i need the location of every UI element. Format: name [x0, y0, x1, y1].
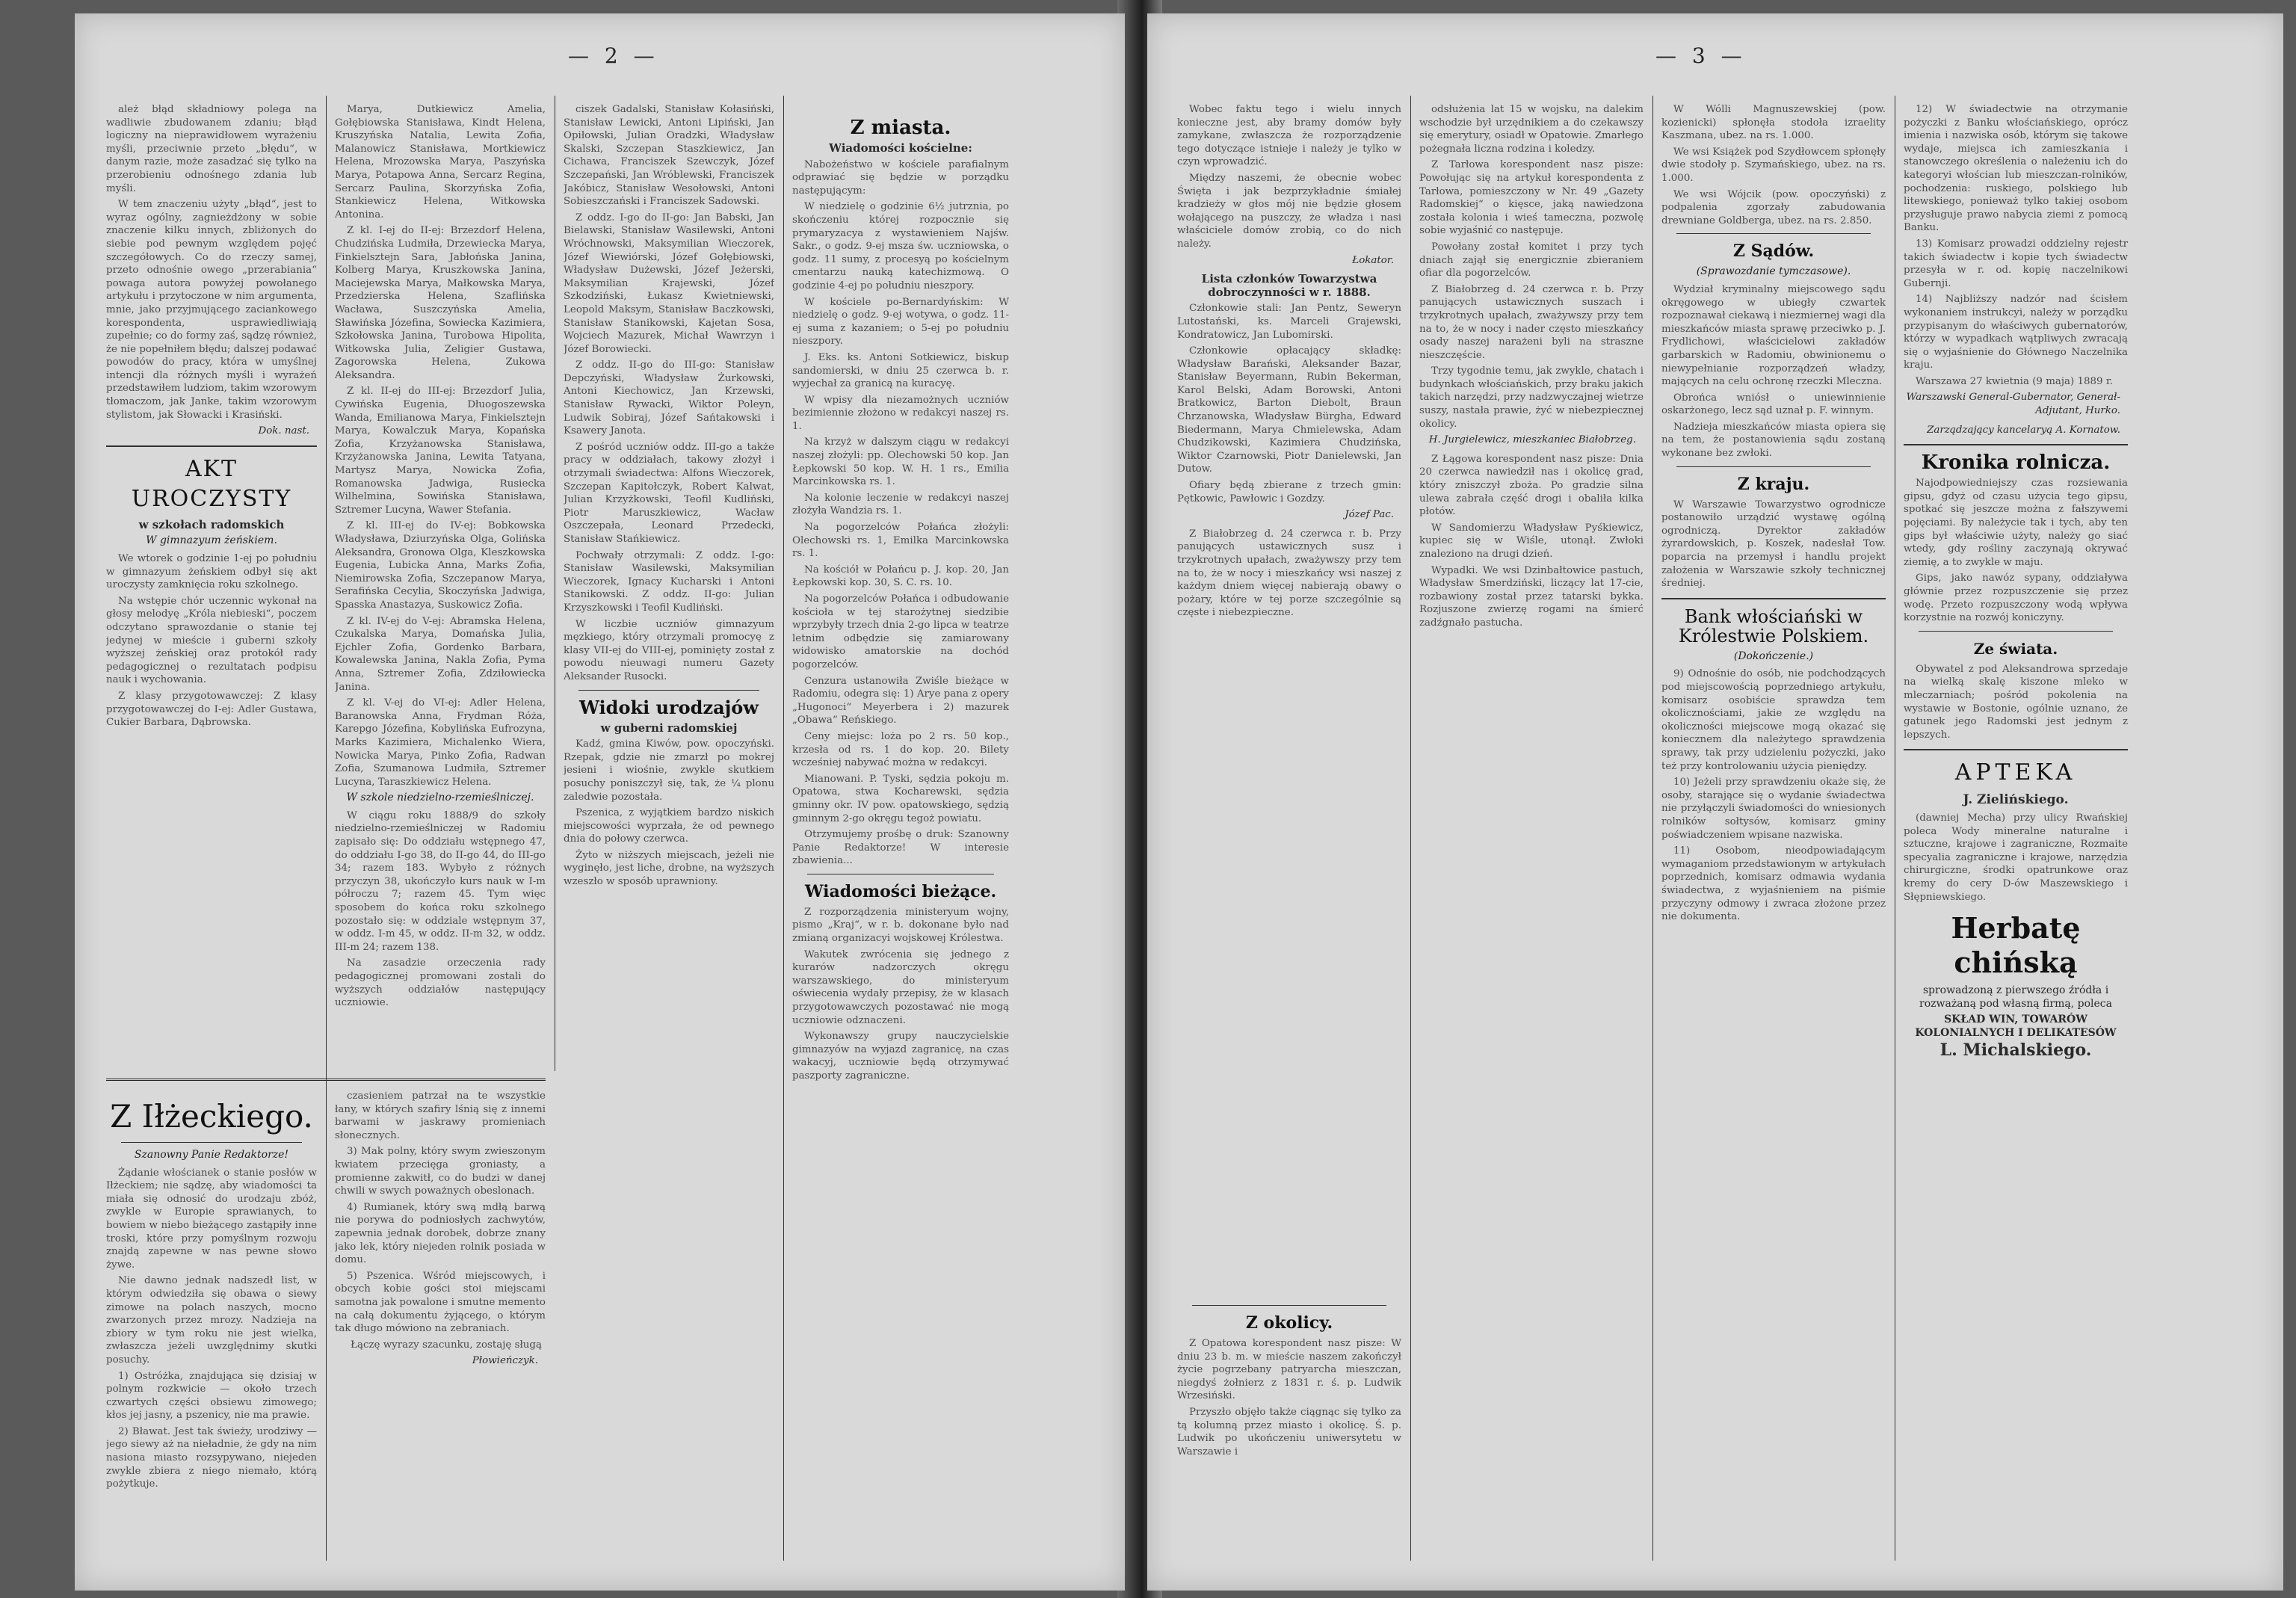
- signature: Józef Pac.: [1345, 509, 1394, 521]
- section-subheading: W gimnazyum żeńskiem.: [146, 534, 277, 547]
- column-rule: [783, 96, 784, 1561]
- feuilleton-title: Z Iłżeckiego.: [110, 1098, 313, 1135]
- paragraph: Marya, Dutkiewicz Amelia, Gołębiowska Stanisława, Kindt Helena, Kruszyńska Natalia, Lewita Zofia, Malanowicz Stanisława, Mortkiewicz Helena, Mrozowska Marya, Paszyńska Marya, Potapowa Anna, Sercarz Regina, Sercarz Paulina, Skorzyńska Zofia, Stankiewicz Helena, Witkowska Antonina.: [335, 104, 546, 220]
- column-rule: [326, 96, 327, 1561]
- okolica-column: [1177, 1299, 1401, 1561]
- section-subheading: w szkołach radomskich: [138, 517, 285, 531]
- paragraph: W Warszawie Towarzystwo ogrodnicze postanowiło urządzić wystawę ogólną ogrodniczą. Dyrektor zakładów żyrardowskich, p. Koszek, nadesłał Tow. poparcia na przemysł i handlu projekt założenia w Warszawie szkoły technicznej średniej.: [1661, 499, 1886, 590]
- divider: [106, 445, 317, 447]
- section-subheading: W szkole niedzielno-rzemieślniczej.: [346, 792, 534, 804]
- paragraph: Z Łągowa korespondent nasz pisze: Dnia 20 czerwca nawiedził nas i okolicę grad, który zniszczył zboża. Po gradzie silna ulewa zabrała część drogi i obaliła kilka płotów.: [1419, 453, 1644, 518]
- paragraph: Z Białobrzeg d. 24 czerwca r. b. Przy panujących ustawicznych susz i trzykrotnych upałach, zważywszy przy tem na to, że w nocy i mieszkańcy wsi naszej z każdym dniem więcej nabierają obawy o pożary, które w tej porze szczególnie są częste i niebezpieczne.: [1177, 528, 1401, 619]
- section-heading: Z kraju.: [1737, 474, 1810, 494]
- paragraph: 14) Najbliższy nadzór nad ścisłem wykonaniem instrukcyi, należy w porządku przypisanym do właściwych gubernatorów, którzy w wypadkach wątpliwych zwracają się o wyjaśnienie do Głównego Naczelnika kraju.: [1904, 294, 2128, 371]
- paragraph: Wypadki. We wsi Dzinbałtowice pastuch, Władysław Smerdziński, liczący lat 17-cie, rozbawiony został przez tatarski bykka. Rozjuszone zwierzę rogami na śmierć zadźgnało pastucha.: [1419, 564, 1644, 629]
- left-column-2: [335, 103, 546, 1071]
- paragraph: Z oddz. II-go do III-go: Stanisław Depczyński, Władysław Żurkowski, Antoni Kiechowicz, Jan Krzewski, Stanisław Rywacki, Wiktor Poleyn, Ludwik Sobiraj, Józef Sańtakowski i Ksawery Janota.: [564, 360, 774, 437]
- paragraph: Z oddz. I-go do II-go: Jan Babski, Jan Bielawski, Stanisław Wasilewski, Antoni Wróchnowski, Maksymilian Wieczorek, Józef Wiewiórski, Józef Gołębiowski, Władysław Dużewski, Józef Jeżerski, Maksymilian Krajewski, Józef Szkodziński, Łukasz Kwietniewski, Leopold Maksym, Stanisław Baczkowski, Stanisław Stanikowski, Kajetan Sosa, Wojciech Mazurek, Michał Wawrzyn i Józef Borowiecki.: [564, 212, 774, 355]
- paragraph: Z Białobrzeg d. 24 czerwca r. b. Przy panujących ustawicznych suszach i trzykrotnych upałach, zważywszy przy tem na to, że w nocy i nader często mieszkańcy osady naszej narażeni byli na straszne nieszczęście.: [1419, 283, 1644, 361]
- left-page: [75, 13, 1125, 1591]
- advertisement-owner: L. Michalskiego.: [1939, 1040, 2092, 1061]
- paragraph: W niedzielę o godzinie 6½ jutrznia, po skończeniu której rozpocznie się prymaryzacya z wystawieniem Najśw. Sakr., o godz. 9-ej msza św. uczniowska, o godz. 11 sumy, z procesyą po kościelnym cmentarzu nauką katechizmową. O godzinie 4-ej po południu nieszpory.: [792, 201, 1009, 291]
- signature: Warszawski General-Gubernator, Generał-Adjutant, Hurko.: [1906, 392, 2120, 417]
- paragraph: Na zasadzie orzeczenia rady pedagogicznej promowani zostali do wyższych oddziałów następujący uczniowie.: [335, 957, 546, 1009]
- section-heading: Bank włościański w Królestwie Polskiem.: [1678, 605, 1869, 647]
- paragraph: Na wstępie chór uczennic wykonał na głosy melodyę „Króla niebieski“, poczem odczytano sprawozdanie o stanie tej jedynej w mieście i guberni szkoły wyższej żeńskiej oraz protokół rady pedagogicznej o rezultatach podpisu nauk i wychowania.: [106, 595, 317, 686]
- paragraph: Żyto w niższych miejscach, jeżeli nie wyginęło, jest liche, drobne, na wyższych wzeszło w sposób uprawniony.: [564, 849, 774, 888]
- divider: [1676, 466, 1871, 467]
- paragraph: Z Tarłowa korespondent nasz pisze: Powołując się na artykuł korespondenta z Tarłowa, pomieszczony w Nr. 49 „Gazety Radomskiej“ o kięsce, jaką nawiedzona została kolonia i wieś tameczna, pozwolę sobie wyjaśnić co następuje.: [1419, 159, 1644, 237]
- paragraph: Ofiary będą zbierane z trzech gmin: Pętkowic, Pawłowic i Gozdzy.: [1177, 480, 1401, 505]
- right-page: [1147, 13, 2283, 1591]
- paragraph: J. Eks. ks. Antoni Sotkiewicz, biskup sandomierski, w dniu 25 czerwca b. r. wyjechał za granicą na kuracyę.: [792, 351, 1009, 390]
- divider: [578, 690, 759, 691]
- paragraph: Między naszemi, że obecnie wobec Święta i jak bezprzykładnie śmiałej kradzieży w głos mój nie będzie głosem wołającego na puszczy, że władza i nasi właściciele domów zrobią, co do nich należy.: [1177, 172, 1401, 250]
- page-number: — 2 —: [568, 43, 659, 68]
- divider: [1676, 233, 1871, 234]
- paragraph: Cenzura ustanowiła Zwiśle bieżące w Radomiu, odegra się: 1) Arye pana z opery „Hugonoci“ Meyerbera i 2) mazurek „Obawa“ Reńskiego.: [792, 675, 1009, 726]
- paragraph: 1) Ostróżka, znajdująca się dzisiaj w polnym rozkwicie — około trzech czwartych części obsiewu zimowego; kłos jej jasny, a pszenicy, nie ma prawie.: [106, 1370, 317, 1422]
- right-column-2: [1419, 103, 1644, 1561]
- paragraph: Obywatel z pod Aleksandrowa sprzedaje na wielką skalę kiszone mleko w mleczarniach; pośród pokolenia na wystawie w Bostonie, ogólnie uznano, że gatunek jego Radomski jest jednym z lepszych.: [1904, 663, 2128, 741]
- divider: [1919, 631, 2113, 632]
- paragraph: Na pogorzelców Połańca i odbudowanie kościoła w tej starożytnej siedzibie wprzybyły trzech dnia 2-go lipca w teatrze letnim odbędzie się zamiarowany widowisko amatorskie na dochód pogorzelców.: [792, 593, 1009, 670]
- paragraph: odsłużenia lat 15 w wojsku, na dalekim wschodzie był urzędnikiem a do czekawszy się emerytury, osiadł w Opatowie. Zmarłego pożegnała liczna rodzina i koledzy.: [1419, 104, 1644, 155]
- section-heading: Z Sądów.: [1732, 241, 1815, 262]
- right-column-4: [1904, 103, 2128, 1561]
- left-column-4: [792, 111, 1009, 1561]
- paragraph: Warszawa 27 kwietnia (9 maja) 1889 r.: [1916, 375, 2114, 387]
- paragraph: We wsi Wójcik (pow. opoczyński) z podpalenia zgorzały zabudowania drewniane Goldberga, ubez. na rs. 2.850.: [1661, 188, 1886, 226]
- paragraph: Najodpowiedniejszy czas rozsiewania gipsu, gdyż od czasu użycia tego gipsu, spotkać się jeszcze można z fałszywemi pojęciami. By należycie tak i tych, aby ten gips był właściwie użyty, należy go siać wtedy, gdy rośliny zaczynają okrywać ziemię, a to zwykle w maju.: [1904, 478, 2128, 568]
- paragraph: ależ błąd składniowy polega na wadliwie zbudowanem zdaniu; błąd logiczny na nieprawidłowem wyrażeniu myśli, przeciwnie przeto „błędu“, w danym razie, może zasadzać się tylko na przerobieniu odnośnego zdania lub myśli.: [106, 104, 317, 194]
- divider: [1904, 749, 2128, 750]
- left-column-3: [564, 103, 774, 1561]
- paragraph: 13) Komisarz prowadzi oddzielny rejestr takich świadectw i kopie tych świadectw przesyła w r. od. kopię naczelnikowi Gubernji.: [1904, 238, 2128, 289]
- paragraph: Przyszło objęło także ciągnąc się tylko za tą kolumną przez miasto i okolicę. Ś. p. Ludwik po ukończeniu uniwersytetu w Warszawie i: [1177, 1406, 1401, 1457]
- signature: Zarządzający kancelaryą A. Kornatow.: [1927, 424, 2120, 436]
- paragraph: Z klasy przygotowawczej: Z klasy przygotowawczej do I-ej: Adler Gustawa, Cukier Barbara, Dąbrowska.: [106, 690, 317, 729]
- paragraph: Obrońca wniósł o uniewinnienie oskarżonego, lecz sąd uznał p. F. winnym.: [1661, 392, 1886, 417]
- section-heading: Z okolicy.: [1245, 1313, 1333, 1333]
- divider: [1192, 1305, 1386, 1306]
- paragraph: W liczbie uczniów gimnazyum męzkiego, który otrzymali promocyę z klasy VII-ej do VIII-ej, pominięty został z powodu nieuwagi numeru Gazety Aleksander Rusocki.: [564, 618, 774, 682]
- paragraph: Z pośród uczniów oddz. III-go a także pracy w oddziałach, takowy złożył i otrzymali świadectwa: Alfons Wieczorek, Szczepan Kapitołczyk, Robert Kalwat, Julian Krzyżkowski, Teofil Kudliński, Piotr Maruszkiewicz, Wacław Oszczepała, Leonard Przedecki, Stanisław Stańkiewicz.: [564, 441, 774, 545]
- section-heading: Kronika rolnicza.: [1921, 451, 2111, 475]
- right-column-3: [1661, 103, 1886, 1561]
- section-heading: Ze świata.: [1973, 639, 2058, 658]
- paragraph: Nie dawno jednak nadszedł list, w którym odwiedziła się obawa o siewy zimowe na polach naszych, mocno zwarzonych przez mrozy. Nadzieja na zbiory w tym roku nie jest wielka, zwłaszcza jeżeli uwzględnimy skutki posuchy.: [106, 1275, 317, 1366]
- paragraph: Na krzyż w dalszym ciągu w redakcyi naszej złożyli: pp. Olechowski 50 kop. Jan Łepkowski 50 kop. W. H. 1 rs., Emilia Marcinkowska rs. 1.: [792, 436, 1009, 488]
- paragraph: Z kl. IV-ej do V-ej: Abramska Helena, Czukalska Marya, Domańska Julia, Ejchler Zofia, Gordenko Barbara, Kowalewska Janina, Nakla Zofia, Pyma Anna, Sztremer Zofia, Zdziłowiecka Janina.: [335, 615, 546, 693]
- paragraph: Z kl. V-ej do VI-ej: Adler Helena, Baranowska Anna, Frydman Róża, Karepgo Józefina, Kobylińska Eufrozyna, Marks Kazimiera, Michalenko Wiera, Nowicka Marya, Pinko Zofia, Radwan Zofia, Szumanowa Ludmiła, Sztremer Lucyna, Taraszkiewicz Helena.: [335, 697, 546, 788]
- paragraph: 12) W świadectwie na otrzymanie pożyczki z Banku włościańskiego, oprócz imienia i nazwiska osób, którym się takowe wydaje, miejsca ich zamieszkania i stanowczego określenia o należeniu ich do kategoryi włościan lub mieszczan-rolników, pochodzenia: ruskiego, polskiego lub litewskiego, ponieważ tylko takiej osobom przysługuje prawo nabycia ziemi z pomocą Banku.: [1904, 104, 2128, 234]
- divider: [121, 1142, 302, 1143]
- signature: Łokator.: [1352, 254, 1394, 266]
- paragraph: W Sandomierzu Władysław Pyśkiewicz, kupiec się w Wiśle, utonął. Zwłoki znaleziono na drugi dzień.: [1419, 522, 1644, 560]
- section-heading: Widoki urodzajów: [579, 696, 759, 718]
- feuilleton-column-1: [106, 1090, 317, 1561]
- divider: [1661, 598, 1886, 599]
- signature: H. Jurgielewicz, mieszkaniec Białobrzeg.: [1428, 434, 1636, 446]
- feuilleton-column-2: [335, 1090, 546, 1561]
- paragraph: Trzy tygodnie temu, jak zwykle, chatach i budynkach włościańskich, przy braku jakich takich narzędzi, przy nadzwyczajnej wietrze suszy, nastała prawie, żyć w niebezpiecznej okolicy.: [1419, 365, 1644, 430]
- paragraph: Wakutek zwrócenia się jednego z kurarów nadzorczych okręgu warszawskiego, do ministeryum oświecenia wydały przepisy, że w klasach przygotowawczych pozostawać nie mogą uczniowie odznaczeni.: [792, 948, 1009, 1026]
- paragraph: Członkowie stali: Jan Pentz, Seweryn Lutostański, ks. Marceli Grajewski, Kondratowicz, Jan Lubomirski.: [1177, 303, 1401, 341]
- greeting: Szanowny Panie Redaktorze!: [134, 1149, 289, 1161]
- paragraph: Nabożeństwo w kościele parafialnym odprawiać się będzie w porządku następującym:: [792, 158, 1009, 197]
- paragraph: Z kl. II-ej do III-ej: Brzezdorf Julia, Cywińska Eugenia, Dłuogoszewska Wanda, Emilianowa Marya, Finkielsztejn Marya, Kowalczuk Marya, Kopańska Zofia, Krzyżanowska Stanisława, Krzyżanowska Janina, Lewita Tatyana, Martysz Marya, Nowicka Zofia, Romanowska Jadwiga, Rusiecka Wilhelmina, Sowińska Stanisława, Sztremer Lucyna, Wawer Stefania.: [335, 386, 546, 516]
- signature: Dok. nast.: [258, 425, 309, 437]
- advertisement-text: sprowadzoną z pierwszego źródła i rozważaną pod własną firmą, poleca: [1919, 984, 2112, 1010]
- paragraph: Z rozporządzenia ministeryum wojny, pismo „Kraj“, w r. b. dokonane było nad zmianą organizacyi wojskowej Królestwa.: [792, 906, 1009, 945]
- advertisement-text: (dawniej Mecha) przy ulicy Rwańskiej poleca Wody mineralne naturalne i sztuczne, krajowe i zagraniczne, Rozmaite specyalia zagraniczne i krajowe, narzędzia chirurgiczne, środki opatrunkowe oraz kremy do cery D-ów Maszewskiego i Słępniewskiego.: [1904, 812, 2128, 903]
- section-subheading: Lista członków Towarzystwa dobroczynności w r. 1888.: [1201, 272, 1377, 299]
- paragraph: 2) Bławat. Jest tak świeży, urodziwy — jego siewy aż na nieładnie, że gdy na nim nasiona miasto rozsypywano, niejeden zwykle zbiera z niego niemało, którą pożytkuje.: [106, 1425, 317, 1490]
- column-rule: [1410, 96, 1411, 1561]
- advertisement-title: APTEKA: [1954, 759, 2077, 786]
- signature: Płowieńczyk.: [472, 1355, 538, 1367]
- paragraph: Z kl. I-ej do II-ej: Brzezdorf Helena, Chudzińska Ludmiła, Drzewiecka Marya, Finkielsztejn Sara, Jabłońska Janina, Kolberg Marya, Kruszkowska Janina, Maciejewska Marya, Małkowska Marya, Przedzierska Helena, Szaflińska Wacława, Suszczyńska Amelia, Sławińska Józefina, Sowiecka Kazimiera, Szkołowska Janina, Turobowa Hipolita, Witkowska Julia, Zeligier Gustawa, Zagorowska Helena, Zukowa Aleksandra.: [335, 225, 546, 381]
- paragraph: 4) Rumianek, który swą mdłą barwą nie porywa do podniosłych zachwytów, zapewnia jednak dorobek, dobrze znany jako lek, który niejeden rolnik posiada w domu.: [335, 1201, 546, 1266]
- paragraph: Z kl. III-ej do IV-ej: Bobkowska Władysława, Dziurzyńska Olga, Golińska Aleksandra, Gronowa Olga, Kleszkowska Eugenia, Lubicka Anna, Marks Zofia, Niemirowska Zofia, Szczepanow Marya, Serafińska Cecylia, Skoczyńska Jadwiga, Spasska Anastazya, Suskowicz Zofia.: [335, 520, 546, 611]
- paragraph: 5) Pszenica. Wśród miejscowych, i obcych kobie gości stoi miejscami samotna jak powalone i smutne memento na całą dokumentu żyjącego, o którym tak długo mówiono na zebraniach.: [335, 1270, 546, 1335]
- section-heading: Wiadomości bieżące.: [804, 881, 997, 901]
- paragraph: Na kościół w Połańcu p. J. kop. 20, Jan Łepkowski kop. 30, S. C. rs. 10.: [792, 564, 1009, 589]
- section-heading: AKT UROCZYSTY: [131, 455, 292, 512]
- paragraph: Żądanie włościanek o stanie posłów w Iłżeckiem; nie sądzę, aby wiadomości ta miała się odnosić do urodzaju zbóż, zwykle w Europie sprawianych, to bowiem w niebo bieżącego zastąpiły inne troski, które przy pomyślnym rozwoju znajdą zapewne w nas pewne słowo żywe.: [106, 1167, 317, 1271]
- paragraph: Członkowie opłacający składkę: Władysław Barański, Aleksander Bazar, Stanisław Beyermann, Rubin Bekerman, Karol Belski, Adam Borowski, Antoni Bratkowicz, Barton Diebolt, Braun Chrzanowska, Władysław Bürgha, Edward Biedermann, Marya Chmielewska, Adam Chudzikowski, Kazimiera Chudzińska, Wiktor Czarnowski, Piotr Danielewski, Jan Dutow.: [1177, 345, 1401, 475]
- paragraph: Wykonawszy grupy nauczycielskie gimnazyów na wyjazd zagranicę, na czas wakacyj, uczniowie będą otrzymywać paszporty zagraniczne.: [792, 1031, 1009, 1082]
- paragraph: Pochwały otrzymali: Z oddz. I-go: Stanisław Wasilewski, Maksymilian Wieczorek, Ignacy Kucharski i Antoni Stanikowski. Z oddz. II-go: Julian Krzyszkowski i Teofil Kudliński.: [564, 549, 774, 614]
- paragraph: Łączę wyrazy szacunku, zostaję sługą: [351, 1339, 542, 1351]
- paragraph: Wobec faktu tego i wielu innych konieczne jest, aby bramy domów były zamykane, zwłaszcza że rozporządzenie tego dotyczące istnieje i należy je tylko w czyn wprowadzić.: [1177, 104, 1401, 168]
- paragraph: Ceny miejsc: loża po 2 rs. 50 kop., krzesła od rs. 1 do kop. 20. Bilety wcześniej nabywać można w redakcyi.: [792, 730, 1009, 769]
- paragraph: We wsi Książek pod Szydłowcem spłonęły dwie stodoły p. Szymańskiego, ubez. na rs. 1.000.: [1661, 146, 1886, 184]
- paragraph: W Wólli Magnuszewskiej (pow. kozienicki) spłonęła stodoła izraelity Kaszmana, ubez. na rs. 1.000.: [1661, 104, 1886, 142]
- paragraph: We wtorek o godzinie 1-ej po południu w gimnazyum żeńskiem odbył się akt uroczysty zamknięcia roku szkolnego.: [106, 553, 317, 591]
- paragraph: Wydział kryminalny miejscowego sądu okręgowego w ubiegły czwartek rozpoznawał ciekawą i niezmiernej wagi dla mieszkańców miasta sprawę przeciwko p. J. Frydlichowi, właścicielowi zakładów garbarskich w Radomiu, obwinionemu o niewypełnianie rozporządzeń władzy, mających na celu ochronę rzeczki Mleczna.: [1661, 283, 1886, 388]
- paragraph: W tem znaczeniu użyty „błąd“, jest to wyraz ogólny, zagnieżdżony w sobie znaczenie kilku innych, zbliżonych do siebie pod pewnym względem pojęć szczegółowych. Co do rzeczy samej, przeto odnośnie owego „przerabiania“ powaga autora powyżej powołanego artykułu i przytoczone w nim argumenta, mnie, jako przyjmującego zaciankowego korespondenta, usprawiedliwiają zupełnie; co do formy zaś, sądzę również, że nie popełniłem błędu; dalszej podawać powodów do pracy, która w umyślnej intencji dla różnych myśli i wyrażeń przedstawiłem ludziom, takim wzorowym tłomaczom, jak Janke, takim wzorowym stylistom, jak Słowacki i Krasiński.: [106, 199, 317, 421]
- section-subheading: Wiadomości kościelne:: [829, 141, 972, 155]
- column-rule: [1652, 96, 1653, 1561]
- paragraph: Pszenica, z wyjątkiem bardzo niskich miejscowości wyprzała, że od pewnego dnia do połowy czerwca.: [564, 807, 774, 845]
- paragraph: 10) Jeżeli przy sprawdzeniu okaże się, że osoby, starające się o wydanie świadectwa nie przyłączyli świadomości do wniesionych rolników sołtysów, komisarz gminy poświadczeniem wpisane nazwiska.: [1661, 777, 1886, 841]
- paragraph: W wpisy dla niezamożnych uczniów bezimiennie złożono w redakcyi naszej rs. 1.: [792, 394, 1009, 432]
- paragraph: 9) Odnośnie do osób, nie podchodzących pod miejscowością poprzedniego artykułu, komisarz osobiście sprawdza tem okolicznościami, jakie ze względu na okoliczności miejscowe mogą okazać się koniecznem dla należytego sprawdzenia sprawy, tak przy udzieleniu pożyczki, jako też przy kontrolowaniu użycia pieniędzy.: [1661, 668, 1886, 772]
- feuilleton-rule: [106, 1079, 546, 1084]
- section-subheading: (Sprawozdanie tymczasowe).: [1696, 265, 1851, 278]
- paragraph: Nadzieja mieszkańców miasta opiera się na tem, że postanowienia sądu zostaną wykonane bez zwłoki.: [1661, 421, 1886, 460]
- advertisement-subtitle: J. Zielińskiego.: [1963, 792, 2069, 808]
- paragraph: 11) Osobom, nieodpowiadającym wymaganiom przedstawionym w artykułach poprzednich, komisarz odmawia wydania świadectwa, z wyjaśnieniem na piśmie przyczyny odmowy i zwraca złożone przez nie dokumenta.: [1661, 845, 1886, 923]
- paragraph: W kościele po-Bernardyńskim: W niedzielę o godz. 9-ej wotywa, o godz. 11-ej suma z kazaniem; o 5-ej po południu nieszpory.: [792, 296, 1009, 348]
- paragraph: 3) Mak polny, który swym zwieszonym kwiatem przecięga groniasty, a promienne zakwitł, co do budzi w danej chwili w swych poważnych obeslonach.: [335, 1146, 546, 1197]
- section-subheading: (Dokończenie.): [1733, 650, 1814, 662]
- paragraph: Na kolonie leczenie w redakcyi naszej złożyła Wandzia rs. 1.: [792, 492, 1009, 517]
- paragraph: Z Opatowa korespondent nasz pisze: W dniu 23 b. m. w mieście naszem zakończył życie pogrzebany patryarcha mieszczan, niegdyś żołnierz z 1831 r. ś. p. Ludwik Wrzesiński.: [1177, 1338, 1401, 1402]
- paragraph: Gips, jako nawóz sypany, oddziaływa głównie przez rozpuszczenie się przez wodę. Przeto rozpuszczony wodą wpływa korzystnie na rozwój koniczyny.: [1904, 573, 2128, 624]
- advertisement-headline: Herbatę chińską: [1951, 911, 2081, 980]
- paragraph: Powołany został komitet i przy tych dniach zajął się energicznie zbieraniem ofiar dla pogorzelców.: [1419, 241, 1644, 280]
- section-subheading: w guberni radomskiej: [600, 721, 738, 735]
- section-heading: Z miasta.: [850, 117, 951, 139]
- paragraph: W ciągu roku 1888/9 do szkoły niedzielno-rzemieślniczej w Radomiu zapisało się: Do oddziału wstępnego 47, do oddziału I-go 38, do II-go 44, do III-go 34; razem 183. Wybyło z różnych przyczyn 38, ukończyło kurs nauk w I-m półroczu 7; razem 45. Tym więc sposobem do końca roku szkolnego pozostało się: w oddziale wstępnym 37, w oddz. I-m 45, w oddz. II-m 32, w oddz. III-m 24; razem 138.: [335, 809, 546, 953]
- advertisement-shop: SKŁAD WIN, TOWARÓW KOLONIALNYCH I DELIKATESÓW: [1915, 1014, 2117, 1039]
- paragraph: Mianowani. P. Tyski, sędzia pokoju m. Opatowa, stwa Kocharewski, sędzia gminny okr. IV pow. opatowskiego, sędzią gminnym 2-go okręgu tegoż powiatu.: [792, 773, 1009, 824]
- paragraph: ciszek Gadalski, Stanisław Kołasiński, Stanisław Lewicki, Antoni Lipiński, Jan Opiłowski, Julian Oradzki, Władysław Skalski, Szczepan Staszkiewicz, Jan Cichawa, Franciszek Szewczyk, Józef Szczepański, Jan Wróblewski, Franciszek Jakóbicz, Stanisław Wesołowski, Antoni Sobieszczański i Franciszek Sadowski.: [564, 104, 774, 208]
- paragraph: czasieniem patrzał na te wszystkie łany, w których szafiry lśnią się z innemi barwami w jaskrawy promieniach słonecznych.: [335, 1090, 546, 1141]
- divider: [1904, 444, 2128, 445]
- page-number: — 3 —: [1655, 43, 1747, 68]
- paragraph: Na pogorzelców Połańca złożyli: Olechowski rs. 1, Emilka Marcinkowska rs. 1.: [792, 522, 1009, 560]
- paragraph: Kadź, gmina Kiwów, pow. opoczyński. Rzepak, gdzie nie zmarzł po mokrej jesieni i wiośnie, zwykle skutkiem posuchy poniszczył się, tak, że ¼ plonu zaledwie pozostała.: [564, 738, 774, 803]
- paragraph: Otrzymujemy prośbę o druk: Szanowny Panie Redaktorze! W interesie zbawienia...: [792, 829, 1009, 867]
